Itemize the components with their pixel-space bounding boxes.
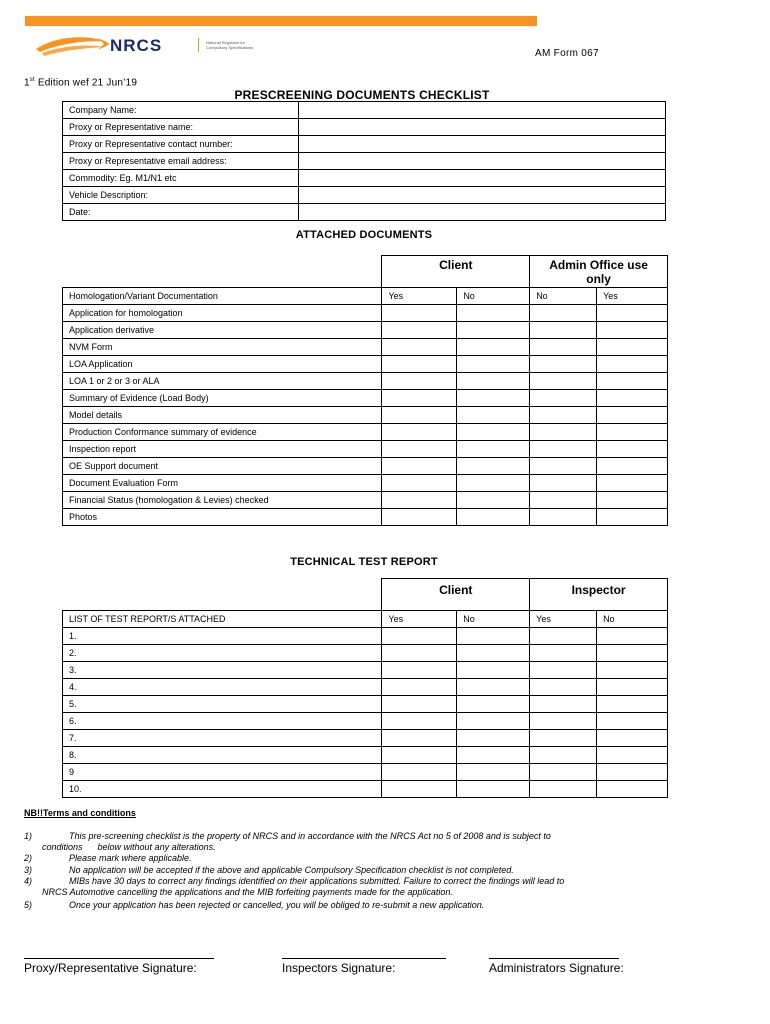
checkbox-cell[interactable] [597, 475, 668, 492]
term-number: 3) [24, 865, 33, 875]
document-row-label: Photos [63, 509, 382, 526]
checkbox-cell[interactable] [382, 747, 457, 764]
document-row [63, 373, 668, 390]
admin-signature-label: Administrators Signature: [489, 961, 624, 975]
checkbox-cell[interactable] [597, 492, 668, 509]
test-report-row-label: 10. [63, 781, 382, 798]
tech-client-header: Client [382, 579, 530, 611]
checkbox-cell[interactable] [530, 475, 597, 492]
checkbox-cell[interactable] [457, 475, 530, 492]
page-title: PRESCREENING DOCUMENTS CHECKLIST [234, 88, 490, 102]
term-number: 2) [24, 853, 33, 863]
checkbox-cell[interactable] [530, 764, 597, 781]
test-report-row [63, 730, 668, 747]
detail-value-field[interactable] [298, 153, 665, 170]
test-report-row [63, 713, 668, 730]
column-label: No [457, 288, 530, 305]
detail-row [63, 136, 666, 153]
document-row [63, 322, 668, 339]
checkbox-cell[interactable] [597, 628, 668, 645]
detail-label: Proxy or Representative contact number: [63, 136, 299, 153]
checkbox-cell[interactable] [597, 509, 668, 526]
checkbox-cell[interactable] [382, 305, 457, 322]
document-row-label: OE Support document [63, 458, 382, 475]
terms-heading: NB!!Terms and conditions [24, 808, 136, 818]
column-label: No [597, 611, 668, 628]
proxy-signature-line[interactable] [24, 958, 214, 959]
document-row-label: Inspection report [63, 441, 382, 458]
checkbox-cell[interactable] [597, 373, 668, 390]
checkbox-cell[interactable] [382, 339, 457, 356]
checkbox-cell[interactable] [457, 322, 530, 339]
document-row [63, 424, 668, 441]
checkbox-cell[interactable] [530, 305, 597, 322]
svg-text:Compulsory Specifications: Compulsory Specifications [206, 45, 254, 50]
checkbox-cell[interactable] [382, 730, 457, 747]
detail-row [63, 204, 666, 221]
document-row-label: Application for homologation [63, 305, 382, 322]
checkbox-cell[interactable] [597, 424, 668, 441]
proxy-signature-label: Proxy/Representative Signature: [24, 961, 197, 975]
checkbox-cell[interactable] [457, 373, 530, 390]
checkbox-cell[interactable] [382, 764, 457, 781]
column-label: No [530, 288, 597, 305]
checkbox-cell[interactable] [597, 696, 668, 713]
checkbox-cell[interactable] [457, 492, 530, 509]
checkbox-cell[interactable] [382, 424, 457, 441]
term-text: MIBs have 30 days to correct any findings identified on their applications submitted. Failure to correct the findings will lead to [69, 876, 565, 886]
document-row-label: Summary of Evidence (Load Body) [63, 390, 382, 407]
edition-note: 1st Edition wef 21 Jun’19 [24, 77, 138, 89]
checkbox-cell[interactable] [597, 764, 668, 781]
document-row-label: NVM Form [63, 339, 382, 356]
checkbox-cell[interactable] [530, 662, 597, 679]
checkbox-cell[interactable] [530, 645, 597, 662]
document-row-label: Application derivative [63, 322, 382, 339]
detail-row [63, 170, 666, 187]
column-label: Yes [530, 611, 597, 628]
column-label: Yes [597, 288, 668, 305]
term-text: No application will be accepted if the above and applicable Compulsory Specification checklist is not completed. [69, 865, 514, 875]
term-number: 1) [24, 831, 33, 841]
document-row-first-label: Homologation/Variant Documentation [63, 288, 382, 305]
checkbox-cell[interactable] [457, 730, 530, 747]
term-text: This pre-screening checklist is the property of NRCS and in accordance with the NRCS Act no 5 of 2008 and is subject to [69, 831, 551, 841]
checkbox-cell[interactable] [382, 356, 457, 373]
column-label: No [457, 611, 530, 628]
test-report-row-label: 5. [63, 696, 382, 713]
checkbox-cell[interactable] [530, 339, 597, 356]
checkbox-cell[interactable] [382, 662, 457, 679]
checkbox-cell[interactable] [530, 424, 597, 441]
checkbox-cell[interactable] [530, 713, 597, 730]
test-report-row [63, 628, 668, 645]
test-report-row [63, 679, 668, 696]
document-row-label: LOA 1 or 2 or 3 or ALA [63, 373, 382, 390]
checkbox-cell[interactable] [597, 407, 668, 424]
column-label: Yes [382, 288, 457, 305]
checkbox-cell[interactable] [457, 458, 530, 475]
checkbox-cell[interactable] [530, 390, 597, 407]
term-number: 4) [24, 876, 33, 886]
checkbox-cell[interactable] [457, 747, 530, 764]
checkbox-cell[interactable] [457, 781, 530, 798]
checkbox-cell[interactable] [530, 373, 597, 390]
detail-label: Commodity: Eg. M1/N1 etc [63, 170, 299, 187]
svg-text:National Regulator for: National Regulator for [206, 40, 245, 45]
test-report-row-header-row [63, 611, 668, 628]
checkbox-cell[interactable] [457, 713, 530, 730]
checkbox-cell[interactable] [597, 781, 668, 798]
detail-row [63, 119, 666, 136]
detail-value-field[interactable] [298, 136, 665, 153]
detail-value-field[interactable] [298, 204, 665, 221]
checkbox-cell[interactable] [530, 441, 597, 458]
checkbox-cell[interactable] [457, 424, 530, 441]
checkbox-cell[interactable] [457, 356, 530, 373]
detail-row [63, 187, 666, 204]
detail-value-field[interactable] [298, 102, 665, 119]
document-row [63, 390, 668, 407]
document-row [63, 492, 668, 509]
checkbox-cell[interactable] [530, 696, 597, 713]
inspector-signature-label: Inspectors Signature: [282, 961, 396, 975]
checkbox-cell[interactable] [530, 322, 597, 339]
test-report-row-label: 8. [63, 747, 382, 764]
brand-bar [25, 16, 537, 26]
term-continuation: conditions below without any alterations. [42, 842, 216, 852]
term-text: Once your application has been rejected or cancelled, you will be obliged to re-submit a new application. [69, 900, 485, 910]
checkbox-cell[interactable] [597, 339, 668, 356]
checkbox-cell[interactable] [597, 305, 668, 322]
checkbox-cell[interactable] [382, 322, 457, 339]
test-report-row-label: 1. [63, 628, 382, 645]
document-row [63, 458, 668, 475]
detail-label: Proxy or Representative name: [63, 119, 299, 136]
document-row [63, 339, 668, 356]
checkbox-cell[interactable] [457, 407, 530, 424]
document-row [63, 441, 668, 458]
test-report-row [63, 781, 668, 798]
document-row-label: Document Evaluation Form [63, 475, 382, 492]
document-row-label: LOA Application [63, 356, 382, 373]
detail-value-field[interactable] [298, 119, 665, 136]
test-report-row [63, 747, 668, 764]
checkbox-cell[interactable] [457, 390, 530, 407]
term-text: Please mark where applicable. [69, 853, 192, 863]
nrcs-logo [34, 32, 304, 58]
document-row [63, 407, 668, 424]
checkbox-cell[interactable] [597, 645, 668, 662]
checkbox-cell[interactable] [382, 645, 457, 662]
test-report-row-label: 4. [63, 679, 382, 696]
term-continuation: NRCS Automotive cancelling the applications and the MIB forfeiting payments made for the application. [42, 887, 453, 897]
checkbox-cell[interactable] [382, 696, 457, 713]
document-row-header-row [63, 288, 668, 305]
checkbox-cell[interactable] [597, 747, 668, 764]
document-row [63, 305, 668, 322]
detail-label: Proxy or Representative email address: [63, 153, 299, 170]
test-report-row [63, 645, 668, 662]
checkbox-cell[interactable] [457, 679, 530, 696]
test-report-row-first-label: LIST OF TEST REPORT/S ATTACHED [63, 611, 382, 628]
checkbox-cell[interactable] [382, 441, 457, 458]
checkbox-cell[interactable] [457, 645, 530, 662]
document-row-label: Financial Status (homologation & Levies) checked [63, 492, 382, 509]
checkbox-cell[interactable] [530, 407, 597, 424]
inspector-signature-line[interactable] [282, 958, 446, 959]
admin-signature-line[interactable] [489, 958, 619, 959]
document-row [63, 475, 668, 492]
attached-title: ATTACHED DOCUMENTS [295, 229, 433, 241]
checkbox-cell[interactable] [382, 475, 457, 492]
checkbox-cell[interactable] [597, 713, 668, 730]
detail-row [63, 102, 666, 119]
checkbox-cell[interactable] [530, 747, 597, 764]
document-row [63, 509, 668, 526]
checkbox-cell[interactable] [530, 458, 597, 475]
checkbox-cell[interactable] [382, 458, 457, 475]
checkbox-cell[interactable] [382, 781, 457, 798]
test-report-row-label: 3. [63, 662, 382, 679]
checkbox-cell[interactable] [382, 713, 457, 730]
test-report-row-label: 9 [63, 764, 382, 781]
checkbox-cell[interactable] [457, 441, 530, 458]
form-number: AM Form 067 [535, 48, 599, 59]
checkbox-cell[interactable] [530, 356, 597, 373]
detail-label: Vehicle Description: [63, 187, 299, 204]
checkbox-cell[interactable] [457, 662, 530, 679]
document-row-label: Model details [63, 407, 382, 424]
checkbox-cell[interactable] [382, 492, 457, 509]
term-number: 5) [24, 900, 33, 910]
document-row-label: Production Conformance summary of evidence [63, 424, 382, 441]
attached-documents-table [62, 255, 668, 526]
checkbox-cell[interactable] [597, 322, 668, 339]
checkbox-cell[interactable] [457, 305, 530, 322]
checkbox-cell[interactable] [457, 764, 530, 781]
technical-title: TECHNICAL TEST REPORT [290, 556, 438, 568]
admin-header: Admin Office use only [530, 256, 668, 288]
checkbox-cell[interactable] [597, 441, 668, 458]
detail-row [63, 153, 666, 170]
detail-value-field[interactable] [298, 187, 665, 204]
inspector-header: Inspector [530, 579, 668, 611]
detail-label: Date: [63, 204, 299, 221]
checkbox-cell[interactable] [530, 730, 597, 747]
checkbox-cell[interactable] [530, 781, 597, 798]
checkbox-cell[interactable] [457, 339, 530, 356]
checkbox-cell[interactable] [597, 356, 668, 373]
checkbox-cell[interactable] [382, 679, 457, 696]
test-report-row [63, 662, 668, 679]
test-report-row [63, 696, 668, 713]
test-report-row-label: 7. [63, 730, 382, 747]
svg-text:NRCS: NRCS [110, 36, 163, 55]
checkbox-cell[interactable] [597, 730, 668, 747]
test-report-row-label: 2. [63, 645, 382, 662]
checkbox-cell[interactable] [597, 458, 668, 475]
detail-value-field[interactable] [298, 170, 665, 187]
checkbox-cell[interactable] [457, 628, 530, 645]
checkbox-cell[interactable] [457, 696, 530, 713]
checkbox-cell[interactable] [530, 679, 597, 696]
detail-label: Company Name: [63, 102, 299, 119]
checkbox-cell[interactable] [457, 509, 530, 526]
checkbox-cell[interactable] [530, 509, 597, 526]
checkbox-cell[interactable] [530, 628, 597, 645]
document-row [63, 356, 668, 373]
column-label: Yes [382, 611, 457, 628]
client-header: Client [382, 256, 530, 288]
checkbox-cell[interactable] [597, 662, 668, 679]
checkbox-cell[interactable] [382, 628, 457, 645]
technical-test-table [62, 578, 668, 798]
checkbox-cell[interactable] [382, 407, 457, 424]
checkbox-cell[interactable] [382, 390, 457, 407]
checkbox-cell[interactable] [597, 390, 668, 407]
test-report-row-label: 6. [63, 713, 382, 730]
checkbox-cell[interactable] [382, 373, 457, 390]
checkbox-cell[interactable] [597, 679, 668, 696]
checkbox-cell[interactable] [382, 509, 457, 526]
checkbox-cell[interactable] [530, 492, 597, 509]
test-report-row [63, 764, 668, 781]
details-table [62, 101, 666, 221]
